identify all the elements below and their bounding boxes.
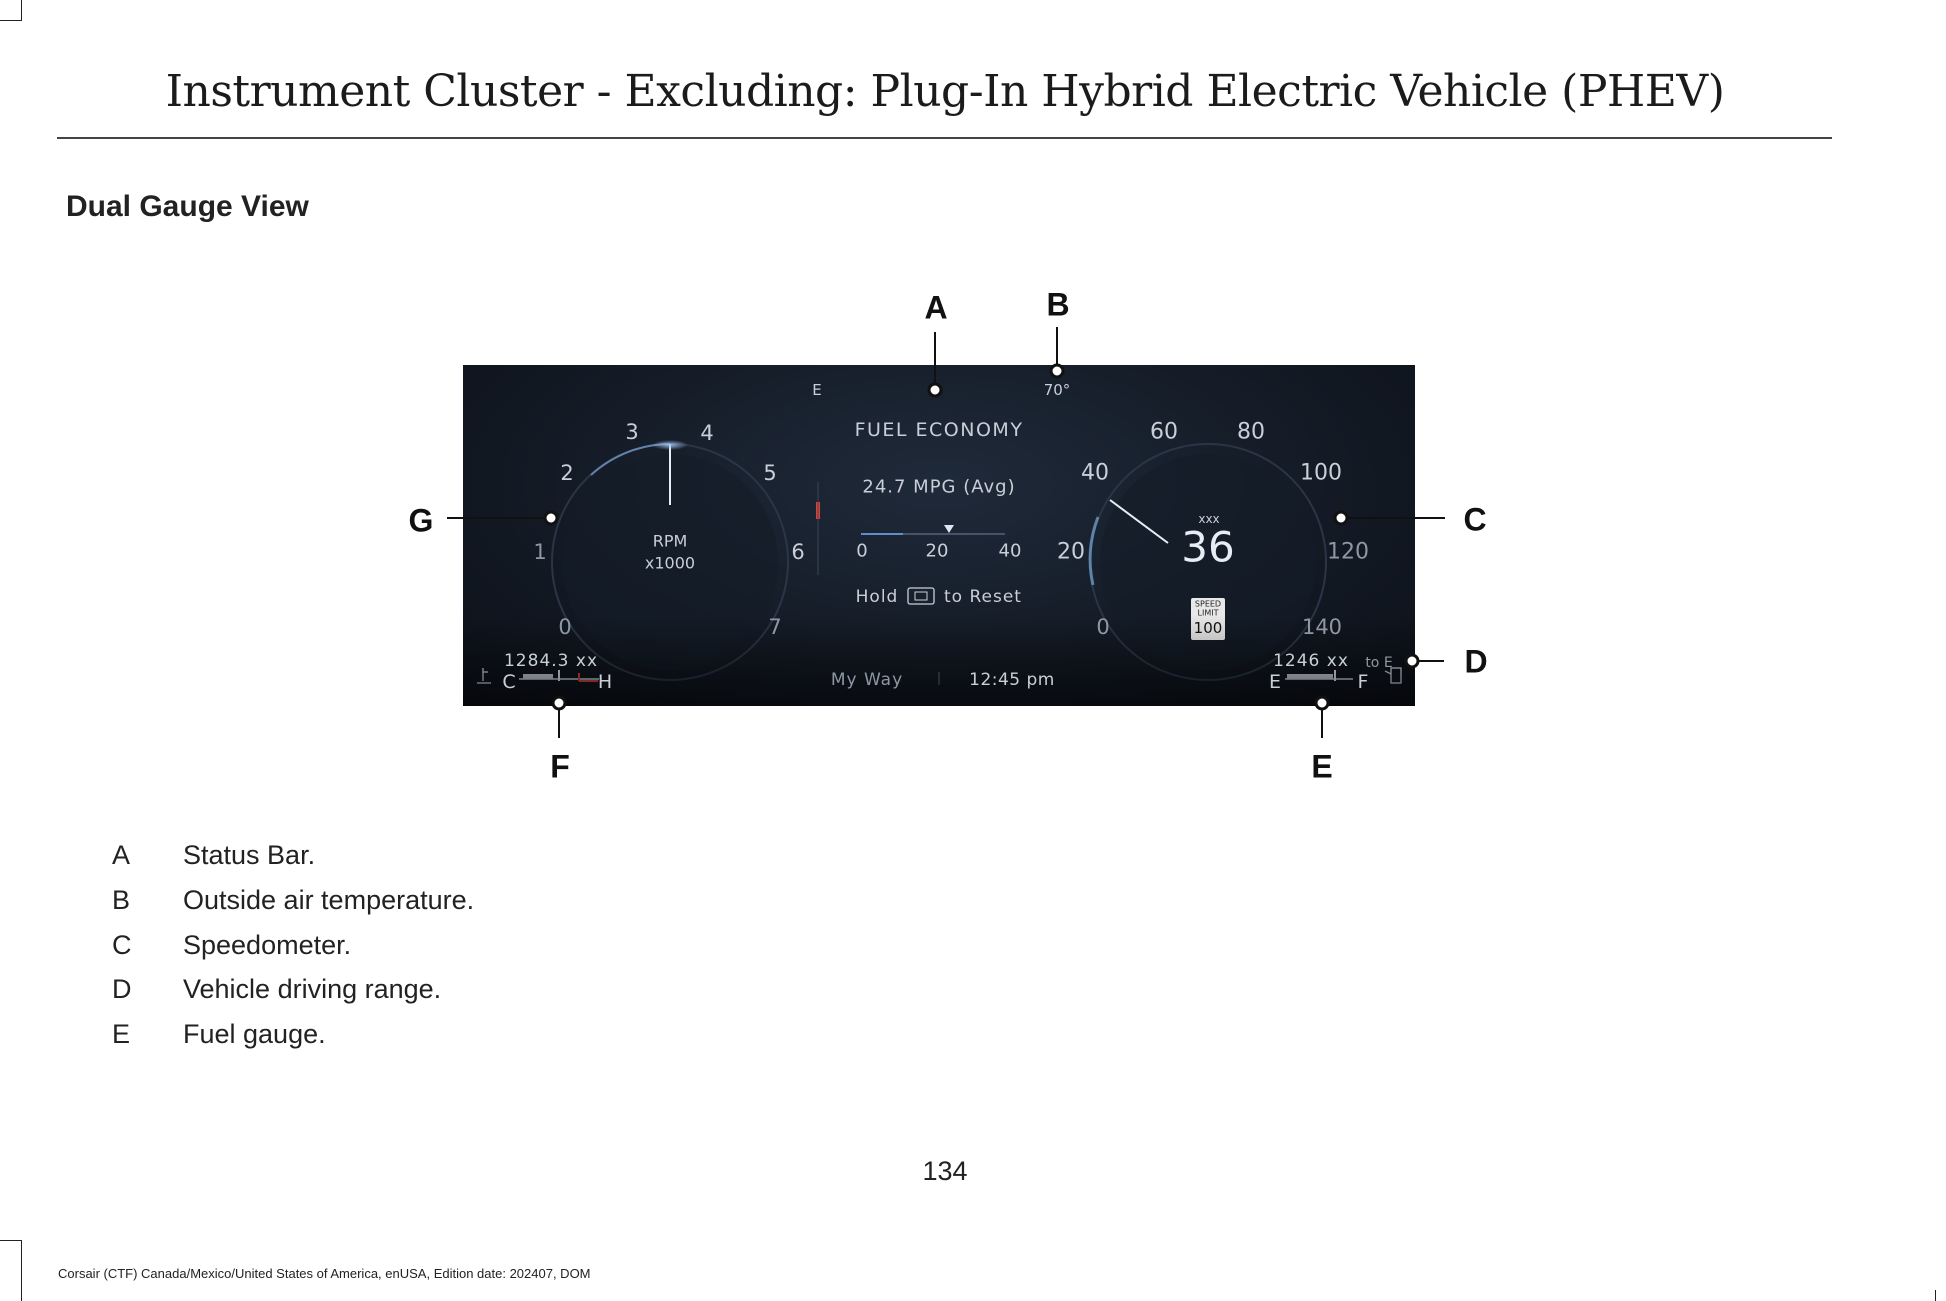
temp-gauge-high: H [597, 671, 613, 693]
odometer: 1284.3 xx [503, 651, 599, 671]
tach-label: 7 [768, 615, 782, 639]
speed-limit-value: 100 [1193, 619, 1223, 637]
speed-limit-line: LIMIT [1197, 608, 1219, 618]
legend-letter: B [112, 885, 131, 915]
reset-label: to Reset [944, 587, 1022, 607]
temp-gauge-low: C [502, 671, 516, 693]
legend-letter: E [112, 1019, 131, 1049]
speedo-label: 60 [1150, 419, 1178, 445]
tach-unit: RPM [652, 531, 688, 551]
callout-e: E [1311, 748, 1333, 785]
legend-text: Outside air temperature. [183, 885, 475, 915]
legend-text: Fuel gauge. [183, 1019, 326, 1049]
hold-label: Hold [855, 587, 899, 607]
speedo-label: 140 [1301, 615, 1343, 639]
clock: 12:45 pm [969, 670, 1055, 690]
economy-tick: 40 [998, 540, 1022, 562]
outside-temperature: 70° [1043, 381, 1071, 399]
speed-unit: xxx [1198, 512, 1220, 526]
speedo-label: 0 [1096, 615, 1110, 639]
tach-label: 6 [791, 540, 805, 564]
callout-b: B [1046, 286, 1070, 323]
crop-mark [21, 0, 22, 21]
tach-unit: x1000 [644, 553, 696, 573]
crop-mark [0, 1240, 22, 1241]
callout-g-point [545, 512, 557, 524]
callout-c-point [1335, 512, 1347, 524]
page-title: Instrument Cluster - Excluding: Plug-In Hybrid Electric Vehicle (PHEV) [165, 66, 1725, 117]
callout-a-point [929, 384, 941, 396]
callout-f: F [550, 748, 570, 785]
tach-label: 2 [560, 461, 574, 485]
callout-g: G [408, 502, 434, 539]
mpg-average: 24.7 MPG (Avg) [862, 476, 1016, 498]
legend-letter: D [112, 974, 132, 1004]
callout-f-point [553, 697, 565, 709]
driving-range-suffix: to E [1365, 655, 1393, 671]
tach-label: 3 [625, 420, 639, 444]
legend-text: Speedometer. [183, 930, 352, 960]
speedo-label: 120 [1327, 539, 1369, 565]
status-title: FUEL ECONOMY [854, 419, 1024, 441]
fuel-gauge-empty: E [1268, 671, 1282, 693]
legend-letter: A [112, 840, 131, 870]
callout-d-point [1406, 655, 1418, 667]
speedo-label: 20 [1057, 539, 1085, 565]
economy-tick: 20 [925, 540, 949, 562]
callout-a: A [924, 289, 948, 326]
legend-text: Status Bar. [183, 840, 316, 870]
tach-label: 1 [533, 540, 547, 564]
footer-edition: Corsair (CTF) Canada/Mexico/United States of America, enUSA, Edition date: 202407, DOM [58, 1266, 591, 1281]
legend-letter: C [112, 930, 132, 960]
drive-mode: My Way [830, 670, 904, 690]
speedo-label: 100 [1300, 460, 1342, 486]
callout-e-point [1316, 697, 1328, 709]
tach-label: 0 [558, 615, 572, 639]
compass-heading: E [812, 381, 822, 399]
page-number: 134 [922, 1156, 968, 1186]
section-heading: Dual Gauge View [66, 190, 309, 223]
legend-text: Vehicle driving range. [183, 974, 442, 1004]
economy-tick: 0 [856, 540, 868, 562]
tach-label: 5 [763, 461, 777, 485]
speedo-label: 80 [1237, 419, 1265, 445]
crop-mark [0, 20, 22, 21]
driving-range: 1246 xx [1273, 651, 1349, 671]
speed-readout: 36 [1181, 522, 1235, 572]
fuel-gauge-full: F [1357, 671, 1369, 693]
callout-d: D [1464, 643, 1488, 680]
crop-mark [1935, 1290, 1936, 1301]
callout-lines [390, 280, 1490, 800]
callout-c: C [1463, 501, 1487, 538]
crop-mark [21, 1240, 22, 1301]
callout-b-point [1051, 365, 1063, 377]
instrument-cluster-figure [390, 280, 1490, 800]
speedo-label: 40 [1081, 460, 1109, 486]
tach-label: 4 [700, 421, 714, 445]
title-divider [57, 137, 1832, 139]
speed-limit-line: SPEED [1194, 599, 1222, 609]
